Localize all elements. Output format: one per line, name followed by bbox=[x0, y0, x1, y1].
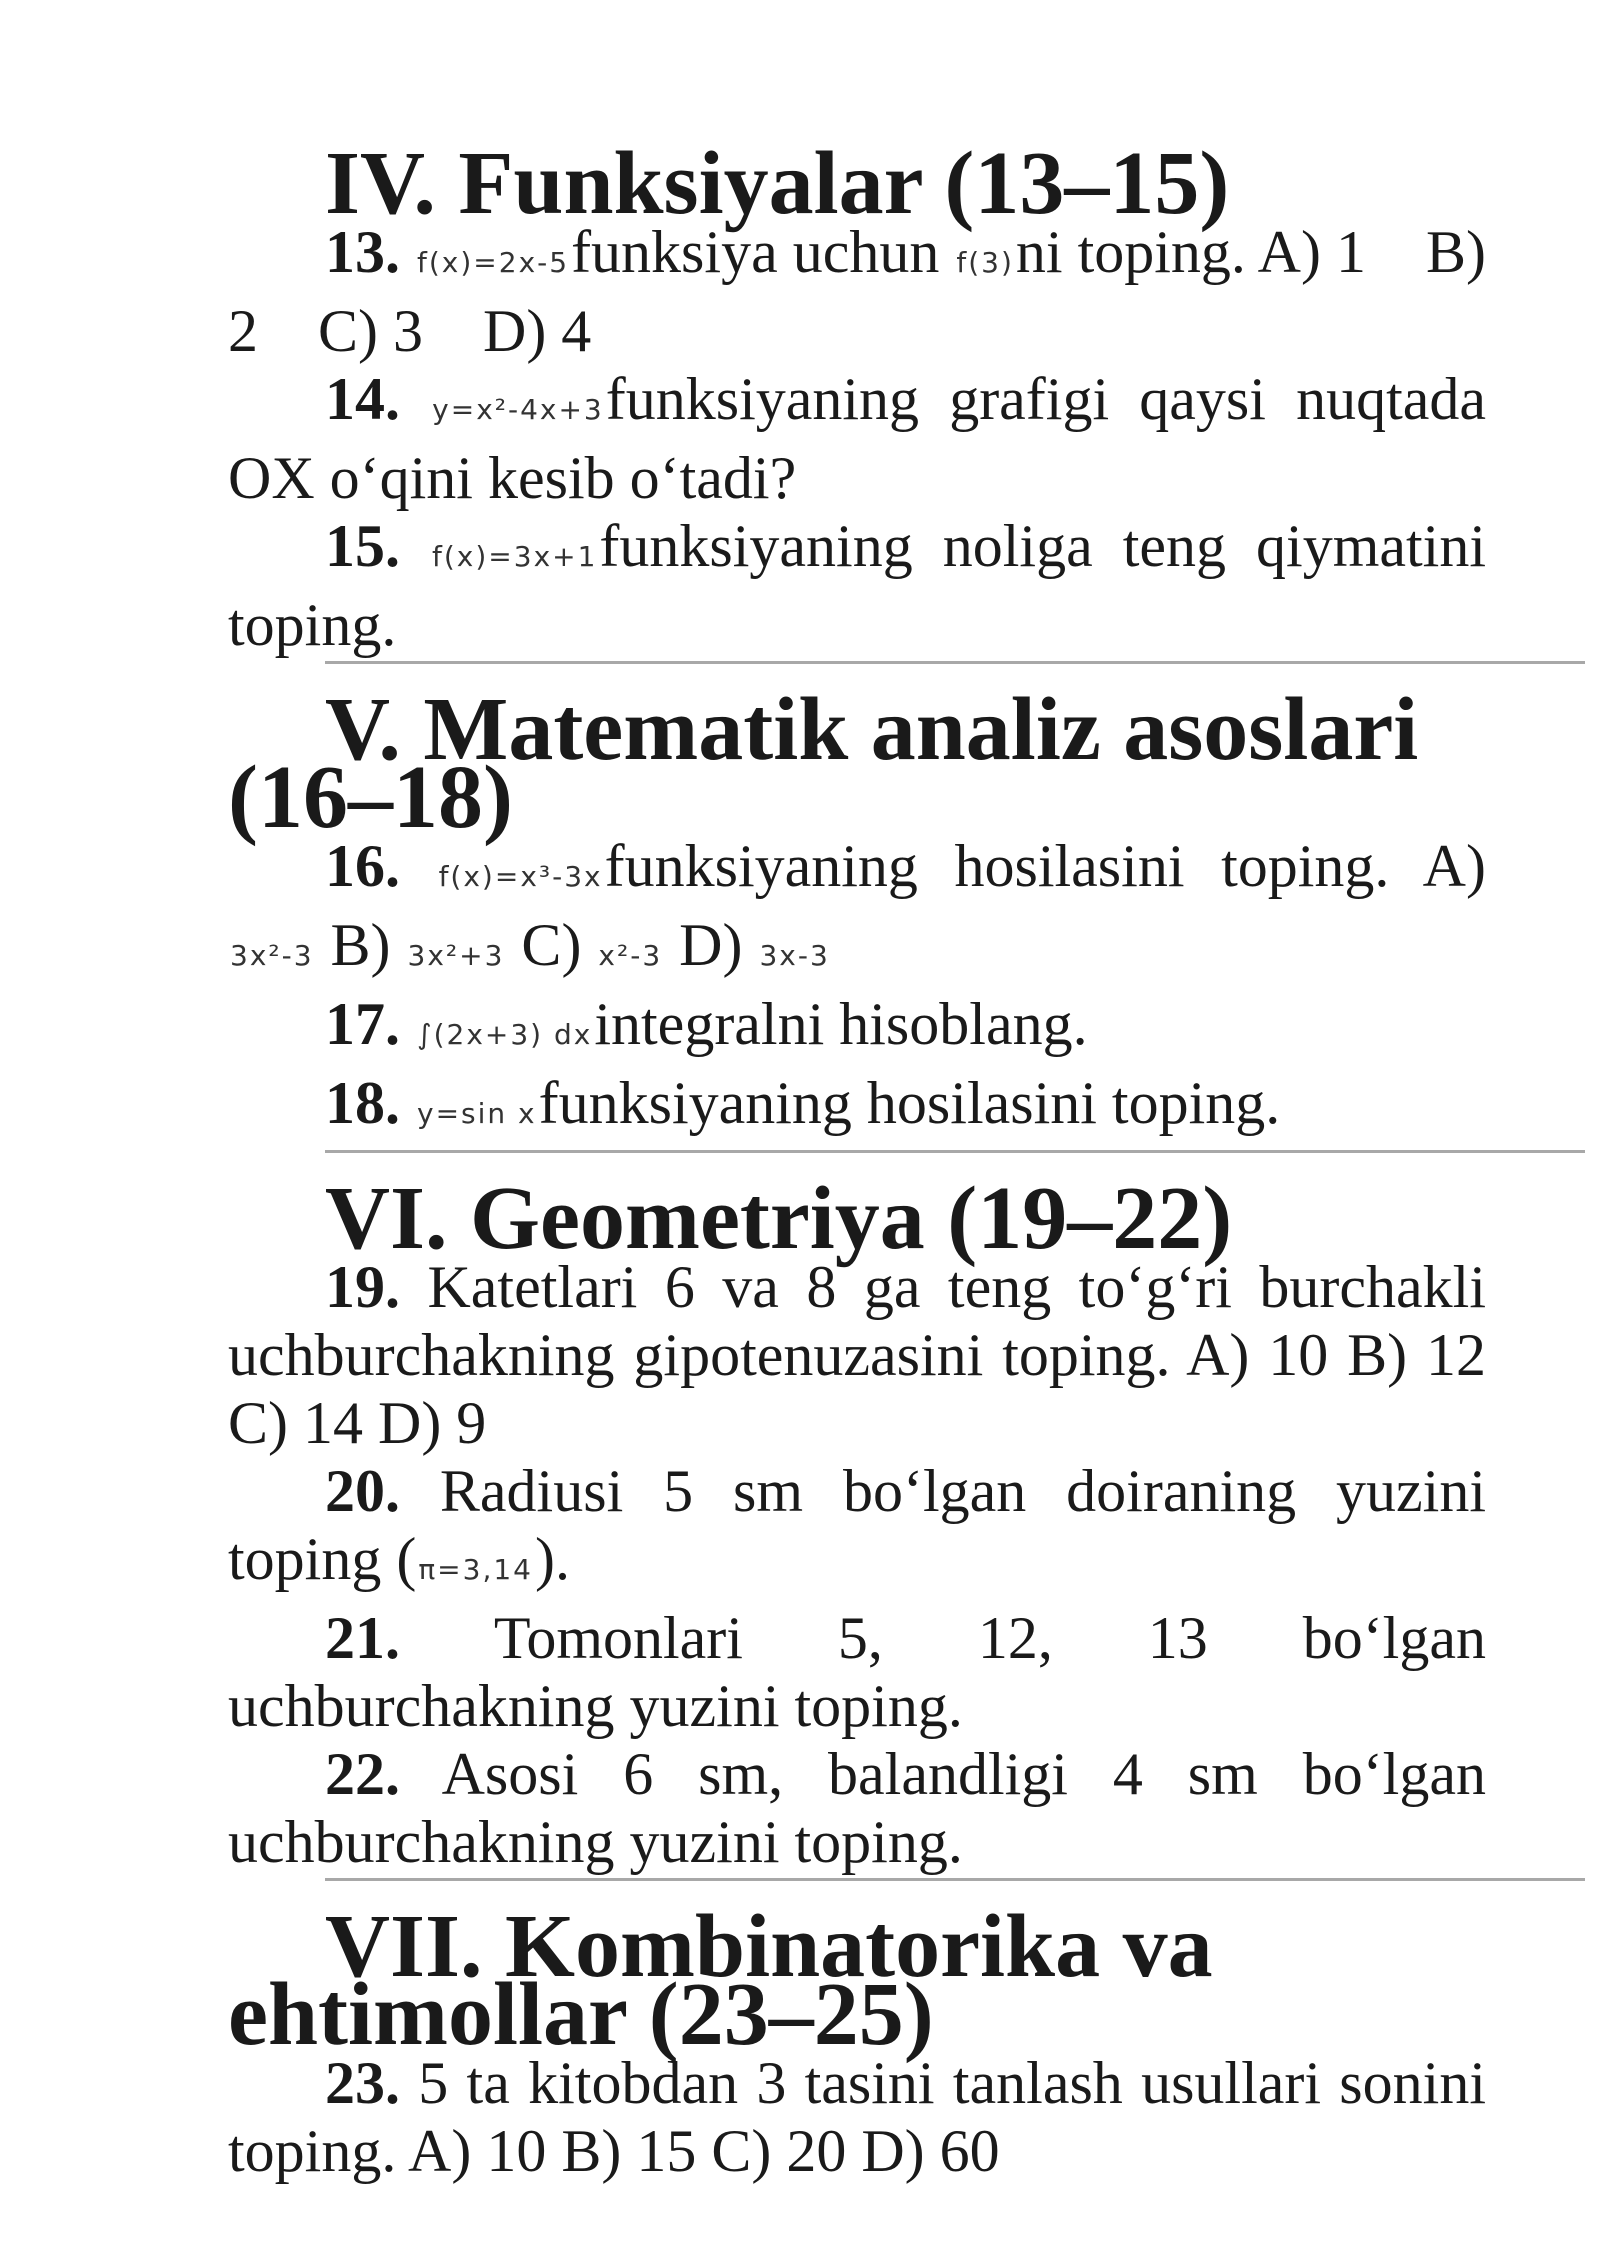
question-19 bbox=[228, 1253, 1486, 1457]
option-label: D) bbox=[679, 912, 758, 978]
question-number: 16. bbox=[325, 833, 400, 899]
question-text: integralni hisoblang. bbox=[594, 991, 1088, 1057]
question-text: ni toping. A) 1 B) 2 C) 3 D) 4 bbox=[228, 219, 1501, 364]
question-20: 20. Radiusi 5 sm bo‘lgan doiraning yuzini toping (π=3,14). bbox=[228, 1458, 1486, 1592]
section-divider bbox=[325, 1878, 1585, 1881]
option-label: C) bbox=[521, 912, 597, 978]
formula: ∫(2x+3) dx bbox=[417, 1018, 593, 1051]
question-text: Radiusi 5 sm bo‘lgan doiraning yuzini toping bbox=[228, 1458, 1486, 1592]
question-number: 19. bbox=[325, 1254, 400, 1320]
question-number: 14. bbox=[325, 366, 400, 432]
option-c-formula: x²-3 bbox=[598, 939, 663, 972]
question-text: . bbox=[554, 1526, 570, 1592]
question-18 bbox=[228, 1069, 1486, 1148]
option-d-formula: 3x-3 bbox=[759, 939, 830, 972]
question-text: 5 ta kitobdan 3 tasini tanlash usullari sonini toping. A) 10 B) 15 C) 20 D) 60 bbox=[228, 2050, 1486, 2184]
section-divider bbox=[325, 1150, 1585, 1153]
question-22 bbox=[228, 1740, 1486, 1876]
question-number: 17. bbox=[325, 991, 400, 1057]
question-number: 22. bbox=[325, 1741, 400, 1807]
question-number: 13. bbox=[325, 219, 400, 285]
question-15 bbox=[228, 512, 1486, 659]
question-21 bbox=[228, 1604, 1486, 1740]
question-17 bbox=[228, 990, 1486, 1069]
question-number: 23. bbox=[325, 2050, 400, 2116]
question-number: 15. bbox=[325, 513, 400, 579]
question-text: funksiya uchun bbox=[571, 219, 955, 285]
formula: y=x²-4x+3 bbox=[432, 393, 604, 426]
question-text: Asosi 6 sm, balandligi 4 sm bo‘lgan uchburchakning yuzini toping. bbox=[228, 1741, 1486, 1875]
question-text: funksiyaning noliga teng qiymatini toping. bbox=[228, 513, 1486, 658]
question-number: 21. bbox=[325, 1605, 400, 1671]
section-title-analysis: V. Matematik analiz asoslari (16–18) bbox=[228, 680, 1419, 847]
option-b-formula: 3x²+3 bbox=[407, 939, 505, 972]
question-16 bbox=[228, 832, 1486, 990]
formula: y=sin x bbox=[417, 1097, 537, 1130]
question-text: Tomonlari 5, 12, 13 bo‘lgan uchburchakning yuzini toping. bbox=[228, 1605, 1486, 1739]
formula: π=3,14 bbox=[418, 1553, 533, 1586]
document-page bbox=[228, 134, 1501, 2185]
section-title-geometry: VI. Geometriya (19–22) bbox=[325, 1169, 1233, 1268]
question-text: funksiyaning grafigi qaysi nuqtada OX o‘qini kesib o‘tadi? bbox=[228, 366, 1486, 511]
section-divider bbox=[325, 661, 1585, 664]
section-title-combinatorics: VII. Kombinatorika va ehtimollar (23–25) bbox=[228, 1897, 1213, 2064]
question-text: funksiyaning hosilasini toping. bbox=[538, 1070, 1281, 1136]
question-13 bbox=[228, 218, 1501, 365]
question-14 bbox=[228, 365, 1486, 512]
formula: f(x)=x³-3x bbox=[438, 860, 603, 893]
question-text: Katetlari 6 va 8 ga teng to‘g‘ri burchakli uchburchakning gipotenuzasini toping. A) 10 B) 12 C) 14 D) 9 bbox=[228, 1254, 1487, 1456]
question-number: 18. bbox=[325, 1070, 400, 1136]
option-a-formula: 3x²-3 bbox=[230, 939, 314, 972]
question-number: 20. bbox=[325, 1458, 400, 1524]
question-text: funksiyaning hosilasini toping. A) bbox=[604, 833, 1486, 899]
section-title-functions: IV. Funksiyalar (13–15) bbox=[325, 134, 1230, 233]
formula: f(3) bbox=[956, 246, 1014, 279]
formula: f(x)=2x-5 bbox=[417, 246, 570, 279]
question-23 bbox=[228, 2049, 1486, 2185]
formula: f(x)=3x+1 bbox=[432, 540, 598, 573]
option-label: B) bbox=[330, 912, 406, 978]
